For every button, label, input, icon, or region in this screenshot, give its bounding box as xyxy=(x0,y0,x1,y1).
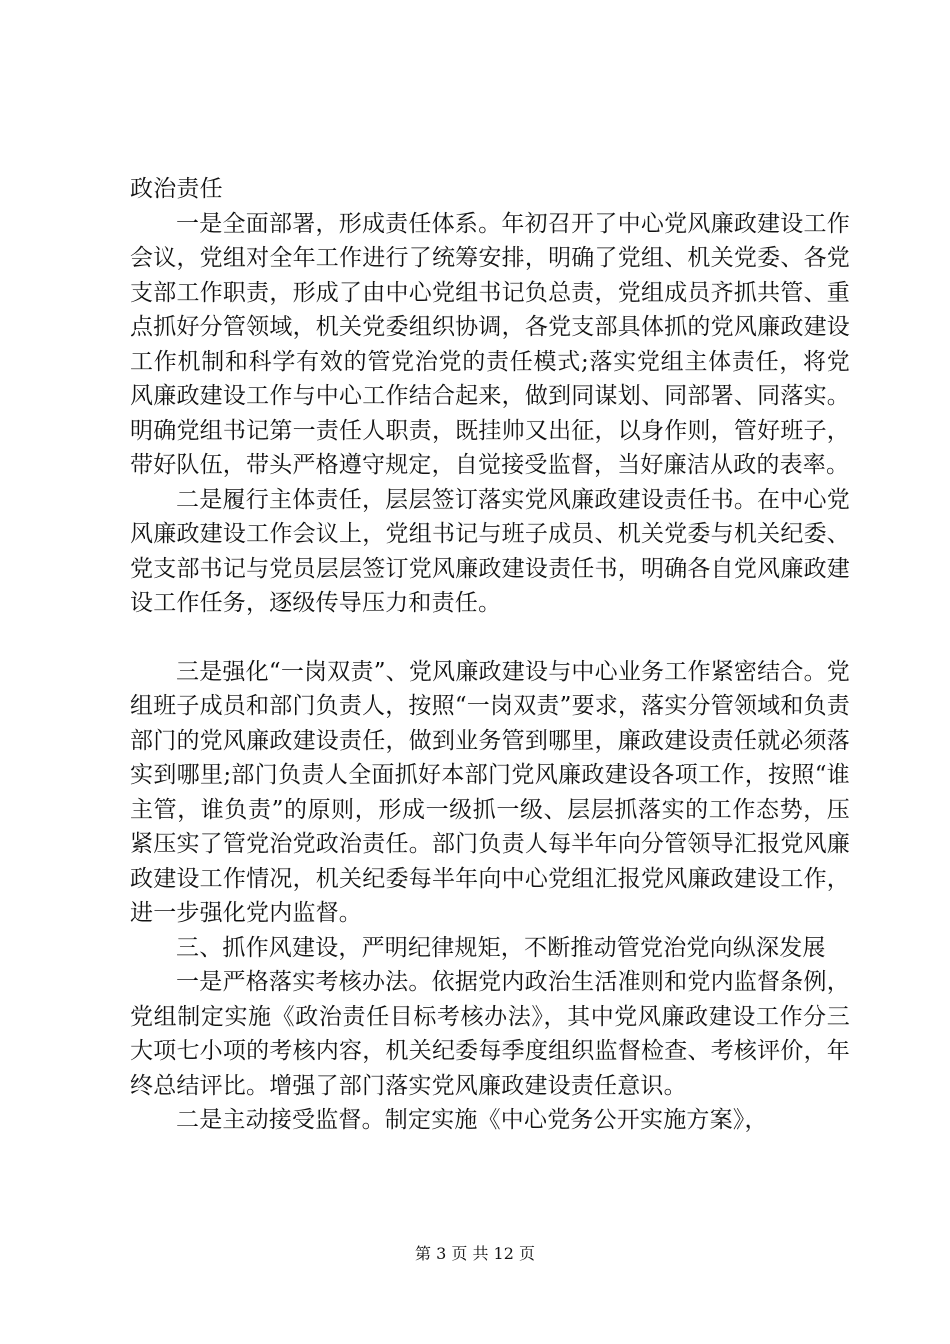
paragraph-assessment-measures: 一是严格落实考核办法。依据党内政治生活准则和党内监督条例，党组制定实施《政治责任目标考核办法》，其中党风廉政建设工作分三大项七小项的考核内容，机关纪委每季度组织监督检查、考核评价，年终总结评比。增强了部门落实党风廉政建设责任意识。 xyxy=(130,969,850,1099)
document-body xyxy=(130,172,850,1138)
paragraph-comprehensive-deployment: 一是全面部署，形成责任体系。年初召开了中心党风廉政建设工作会议，党组对全年工作进行了统筹安排，明确了党组、机关党委、各党支部工作职责，形成了由中心党组书记负总责，党组成员齐抓共管、重点抓好分管领域，机关党委组织协调，各党支部具体抓的党风廉政建设工作机制和科学有效的管党治党的责任模式;落实党组主体责任，将党风廉政建设工作与中心工作结合起来，做到同谋划、同部署、同落实。明确党组书记第一责任人职责，既挂帅又出征，以身作则，管好班子，带好队伍，带头严格遵守规定，自觉接受监督，当好廉洁从政的表率。 xyxy=(130,210,850,478)
paragraph-continuation: 政治责任 xyxy=(130,176,223,202)
section-heading-work-style: 三、抓作风建设，严明纪律规矩，不断推动管党治党向纵深发展 xyxy=(176,934,826,961)
paragraph-accept-supervision: 二是主动接受监督。制定实施《中心党务公开实施方案》， xyxy=(176,1107,768,1133)
paragraph-main-responsibility: 二是履行主体责任，层层签订落实党风廉政建设责任书。在中心党风廉政建设工作会议上，党组书记与班子成员、机关党委与机关纪委、党支部书记与党员层层签订党风廉政建设责任书，明确各自党风廉政建设工作任务，逐级传导压力和责任。 xyxy=(130,486,850,616)
paragraph-one-post-two-duties: 三是强化“一岗双责”、党风廉政建设与中心业务工作紧密结合。党组班子成员和部门负责人，按照“一岗双责”要求，落实分管领域和负责部门的党风廉政建设责任，做到业务管到哪里，廉政建设责任就必须落实到哪里;部门负责人全面抓好本部门党风廉政建设各项工作，按照“谁主管，谁负责”的原则，形成一级抓一级、层层抓落实的工作态势，压紧压实了管党治党政治责任。部门负责人每半年向分管领导汇报党风廉政建设工作情况，机关纪委每半年向中心党组汇报党风廉政建设工作，进一步强化党内监督。 xyxy=(130,658,850,926)
page-footer: 第 3 页 共 12 页 xyxy=(415,1244,535,1263)
